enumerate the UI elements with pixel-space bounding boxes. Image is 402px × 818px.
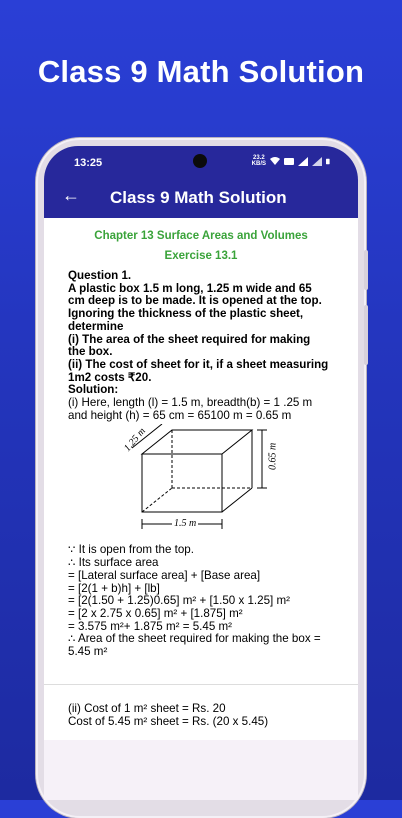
signal-icon: [298, 157, 308, 166]
solution-line: (i) Here, length (l) = 1.5 m, breadth(b) = 1 .25 m: [68, 396, 313, 410]
work-line: = [2(1 + b)h] + [lb]: [68, 581, 160, 595]
app-bar: [44, 176, 358, 218]
network-speed-unit: KB/S: [251, 161, 266, 167]
solution-content: [44, 218, 358, 796]
navigation-bar: [44, 740, 358, 800]
question-line: the box.: [68, 345, 113, 359]
phone-screen: [44, 146, 358, 796]
box-figure: [68, 424, 334, 542]
status-time: 13:25: [74, 157, 103, 169]
question-line: A plastic box 1.5 m long, 1.25 m wide and 65: [68, 281, 312, 295]
section-divider: [44, 684, 358, 685]
question-text: [54, 270, 348, 659]
network-speed: [252, 155, 266, 167]
work-line: ∵ It is open from the top.: [68, 543, 194, 557]
solution-line: and height (h) = 65 cm = 65100 m = 0.65 m: [68, 408, 292, 422]
power-button: [364, 305, 368, 365]
work-line: ∴ Area of the sheet required for making the box =: [68, 632, 321, 646]
work-line: ∴ Its surface area: [68, 556, 159, 570]
part-two-text: [68, 702, 268, 728]
question-line: determine: [68, 319, 124, 333]
height-dimension-label: 0.65 m: [267, 443, 279, 471]
length-dimension-label: 1.5 m: [174, 518, 197, 530]
battery-icon: [326, 157, 332, 166]
wifi-icon: [270, 157, 280, 166]
work-line: = [2 x 2.75 x 0.65] m² + [1.875] m²: [68, 606, 243, 620]
volte-icon: [284, 157, 294, 166]
question-line: Ignoring the thickness of the plastic sheet,: [68, 307, 304, 321]
signal2-icon: [312, 157, 322, 166]
question-line: Question 1.: [68, 269, 132, 282]
status-icons: [252, 155, 332, 167]
app-title: Class 9 Math Solution: [110, 188, 287, 207]
work-line: 5.45 m²: [68, 645, 108, 659]
volume-button: [364, 250, 368, 290]
work-line: = [2(1.50 + 1.25)0.65] m² + [1.50 x 1.25] m²: [68, 594, 291, 608]
promo-title: Class 9 Math Solution: [37, 54, 365, 89]
work-line: = [Lateral surface area] + [Base area]: [68, 568, 261, 582]
part-two-line: Cost of 5.45 m² sheet = Rs. (20 x 5.45): [68, 715, 269, 728]
exercise-heading: Exercise 13.1: [164, 250, 238, 262]
network-speed-value: 23.2: [252, 155, 265, 161]
question-line: (ii) The cost of sheet for it, if a sheet measuring: [68, 357, 329, 371]
question-line: 1m2 costs ₹20.: [68, 370, 152, 384]
back-arrow-icon[interactable]: ←: [62, 185, 80, 205]
status-bar: [44, 146, 358, 176]
camera-cutout: [193, 154, 207, 168]
width-dimension-label: 1.25 m: [121, 426, 148, 455]
question-line: (i) The area of the sheet required for making: [68, 332, 311, 346]
part-two-line: (ii) Cost of 1 m² sheet = Rs. 20: [68, 702, 226, 715]
question-line: cm deep is to be made. It is opened at the top.: [68, 294, 322, 308]
chapter-heading: Chapter 13 Surface Areas and Volumes: [94, 230, 308, 242]
work-line: = 3.575 m²+ 1.875 m² = 5.45 m²: [68, 619, 233, 633]
question-line: Solution:: [68, 383, 119, 397]
